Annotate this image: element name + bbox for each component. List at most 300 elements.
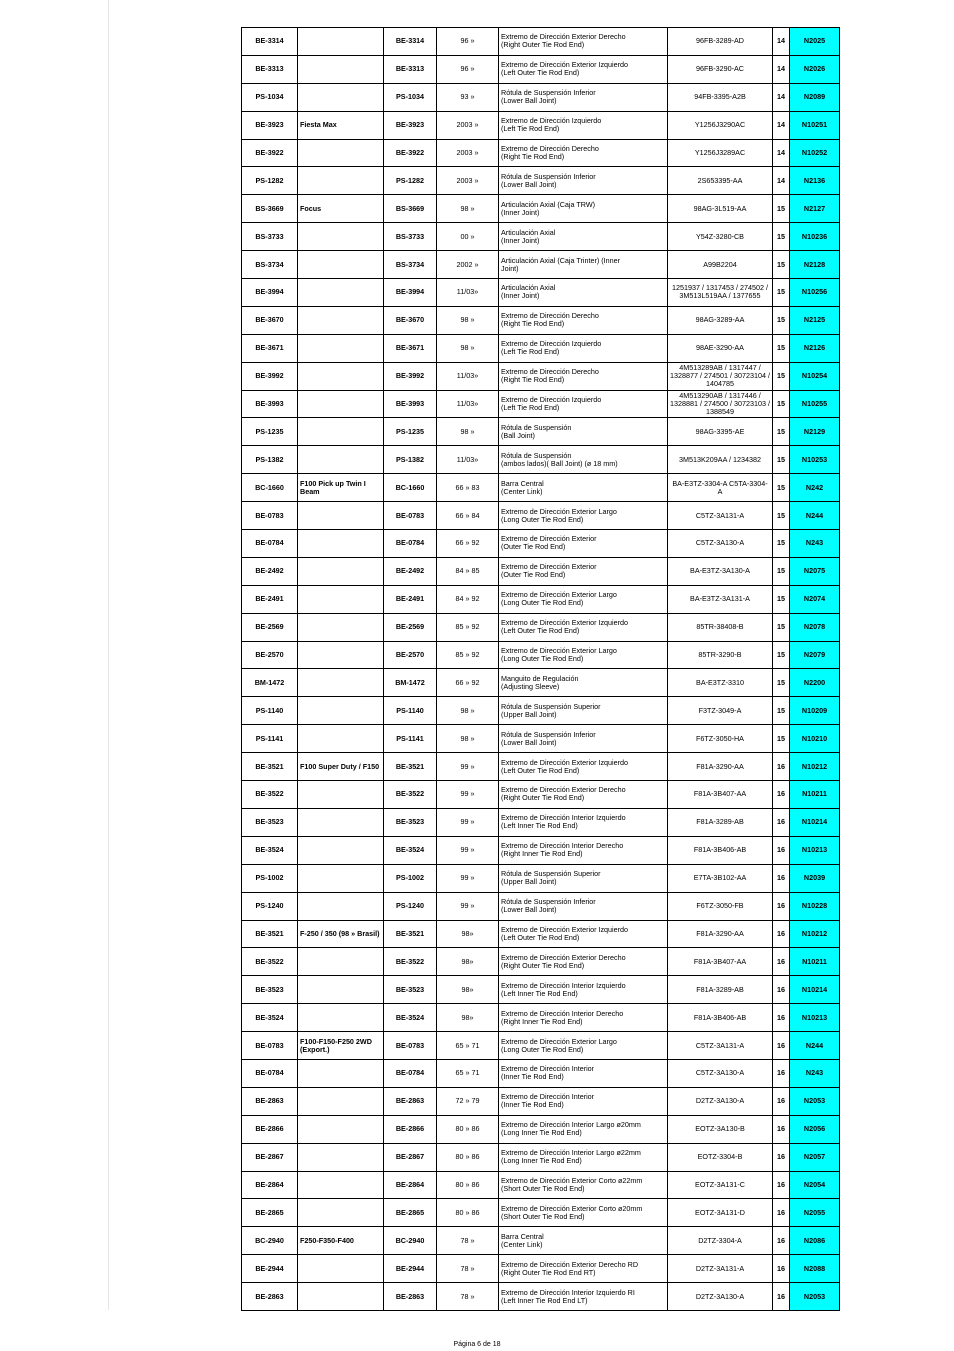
description-en: (Right Inner Tie Rod End) <box>501 1016 583 1026</box>
description-es: Articulación Axial <box>501 227 556 237</box>
vehicle-model <box>298 1115 384 1143</box>
cross-code: BE-2570 <box>384 641 437 669</box>
part-code: BE-3314 <box>242 28 298 56</box>
description <box>499 362 668 390</box>
catalog-page: 16 <box>773 1255 790 1283</box>
description <box>499 669 668 697</box>
years: 98» <box>437 948 499 976</box>
description-en: (Center Link) <box>501 486 543 496</box>
vehicle-model: F250-F350-F400 <box>298 1227 384 1255</box>
part-code: BE-0784 <box>242 1059 298 1087</box>
years: 99 » <box>437 836 499 864</box>
reference-code: N2086 <box>790 1227 840 1255</box>
description <box>499 334 668 362</box>
catalog-page: 14 <box>773 55 790 83</box>
table-row <box>242 697 840 725</box>
description-en: (Short Outer Tie Rod End) <box>501 1183 585 1193</box>
cross-code: BE-2865 <box>384 1199 437 1227</box>
description-es: Articulación Axial (Caja Trinter) (Inner <box>501 255 621 265</box>
years: 11/03» <box>437 362 499 390</box>
description-en: (Inner Tie Rod End) <box>501 1100 564 1110</box>
years: 99 » <box>437 753 499 781</box>
description-es: Extremo de Dirección Derecho <box>501 367 599 377</box>
reference-code: N10254 <box>790 362 840 390</box>
description <box>499 585 668 613</box>
vehicle-model <box>298 502 384 530</box>
oem-number: D2TZ-3A131-A <box>668 1255 773 1283</box>
description <box>499 223 668 251</box>
catalog-page: 15 <box>773 446 790 474</box>
cross-code: BE-3523 <box>384 808 437 836</box>
description <box>499 1004 668 1032</box>
oem-number: 1251937 / 1317453 / 274502 / 3M513L519AA / 1377655 <box>668 279 773 307</box>
reference-code: N244 <box>790 1032 840 1060</box>
cross-code: BS-3734 <box>384 251 437 279</box>
oem-number: D2TZ-3A130-A <box>668 1283 773 1311</box>
description-en: (Upper Ball Joint) <box>501 877 557 887</box>
catalog-page: 16 <box>773 1171 790 1199</box>
years: 85 » 92 <box>437 613 499 641</box>
description <box>499 892 668 920</box>
table-row <box>242 1087 840 1115</box>
table-row <box>242 1032 840 1060</box>
vehicle-model <box>298 892 384 920</box>
reference-code: N10251 <box>790 111 840 139</box>
table-row <box>242 753 840 781</box>
description-es: Extremo de Dirección Exterior Derecho RD <box>501 1259 639 1269</box>
cross-code: PS-1034 <box>384 83 437 111</box>
catalog-page: 16 <box>773 781 790 809</box>
vehicle-model <box>298 1283 384 1311</box>
table-row <box>242 474 840 502</box>
vehicle-model: F100 Super Duty / F150 <box>298 753 384 781</box>
oem-number: C5TZ-3A131-A <box>668 502 773 530</box>
catalog-page: 14 <box>773 83 790 111</box>
reference-code: N2128 <box>790 251 840 279</box>
part-code: BE-3522 <box>242 781 298 809</box>
description-es: Articulación Axial <box>501 283 556 293</box>
reference-code: N2075 <box>790 557 840 585</box>
description-en: (Right Outer Tie Rod End) <box>501 793 585 803</box>
cross-code: BM-1472 <box>384 669 437 697</box>
part-code: PS-1034 <box>242 83 298 111</box>
cross-code: BE-2944 <box>384 1255 437 1283</box>
reference-code: N2074 <box>790 585 840 613</box>
description-en: (Outer Tie Rod End) <box>501 542 566 552</box>
vehicle-model <box>298 1255 384 1283</box>
description <box>499 1171 668 1199</box>
part-code: BE-3521 <box>242 920 298 948</box>
years: 96 » <box>437 28 499 56</box>
cross-code: BE-3521 <box>384 920 437 948</box>
reference-code: N10213 <box>790 1004 840 1032</box>
part-code: BS-3669 <box>242 195 298 223</box>
description-en: (Lower Ball Joint) <box>501 905 557 915</box>
table-row <box>242 418 840 446</box>
table-row <box>242 390 840 418</box>
catalog-page: 16 <box>773 808 790 836</box>
description <box>499 1143 668 1171</box>
oem-number: D2TZ-3A130-A <box>668 1087 773 1115</box>
years: 80 » 86 <box>437 1115 499 1143</box>
description <box>499 28 668 56</box>
cross-code: BE-0784 <box>384 1059 437 1087</box>
description-es: Extremo de Dirección Exterior <box>501 562 597 572</box>
cross-code: PS-1140 <box>384 697 437 725</box>
description <box>499 753 668 781</box>
vehicle-model <box>298 83 384 111</box>
catalog-page: 15 <box>773 418 790 446</box>
years: 72 » 79 <box>437 1087 499 1115</box>
description <box>499 920 668 948</box>
catalog-page: 16 <box>773 1115 790 1143</box>
years: 65 » 71 <box>437 1059 499 1087</box>
description-en: (Left Outer Tie Rod End) <box>501 626 580 636</box>
description-es: Extremo de Dirección Interior Largo ø22mm <box>501 1148 641 1158</box>
part-code: BE-2867 <box>242 1143 298 1171</box>
vehicle-model <box>298 976 384 1004</box>
cross-code: PS-1240 <box>384 892 437 920</box>
reference-code: N10236 <box>790 223 840 251</box>
oem-number: A99B2204 <box>668 251 773 279</box>
description-en: (Right Tie Rod End) <box>501 319 565 329</box>
years: 2003 » <box>437 139 499 167</box>
description <box>499 83 668 111</box>
part-code: BE-3524 <box>242 1004 298 1032</box>
vehicle-model <box>298 1004 384 1032</box>
cross-code: BE-3993 <box>384 390 437 418</box>
part-code: BE-3923 <box>242 111 298 139</box>
cross-code: PS-1141 <box>384 725 437 753</box>
cross-code: BS-3669 <box>384 195 437 223</box>
part-code: BE-3922 <box>242 139 298 167</box>
oem-number: F81A-3289-AB <box>668 976 773 1004</box>
description-es: Extremo de Dirección Exterior Derecho <box>501 32 626 42</box>
part-code: BE-3524 <box>242 836 298 864</box>
catalog-page: 16 <box>773 1227 790 1255</box>
description-en: (Left Outer Tie Rod End) <box>501 932 580 942</box>
table-row <box>242 195 840 223</box>
description <box>499 418 668 446</box>
oem-number: BA-E3TZ-3304-A C5TA-3304-A <box>668 474 773 502</box>
part-code: BE-3994 <box>242 279 298 307</box>
description-es: Rótula de Suspensión Inferior <box>501 88 596 98</box>
catalog-page: 16 <box>773 892 790 920</box>
oem-number: C5TZ-3A130-A <box>668 530 773 558</box>
vehicle-model <box>298 306 384 334</box>
description <box>499 306 668 334</box>
part-code: BE-3523 <box>242 976 298 1004</box>
description-es: Extremo de Dirección Exterior Izquierdo <box>501 60 629 70</box>
oem-number: 2S653395-AA <box>668 167 773 195</box>
table-row <box>242 139 840 167</box>
cross-code: BE-2569 <box>384 613 437 641</box>
description-es: Extremo de Dirección Exterior Corto ø20mm <box>501 1203 643 1213</box>
oem-number: EOTZ-3304-B <box>668 1143 773 1171</box>
description-es: Extremo de Dirección Izquierdo <box>501 339 602 349</box>
years: 98 » <box>437 725 499 753</box>
years: 11/03» <box>437 446 499 474</box>
oem-number: 98AG-3395-AE <box>668 418 773 446</box>
years: 80 » 86 <box>437 1143 499 1171</box>
table-row <box>242 111 840 139</box>
reference-code: N242 <box>790 474 840 502</box>
vehicle-model <box>298 1171 384 1199</box>
cross-code: BE-3994 <box>384 279 437 307</box>
catalog-page: 16 <box>773 948 790 976</box>
reference-code: N2200 <box>790 669 840 697</box>
years: 2003 » <box>437 111 499 139</box>
part-code: BE-0783 <box>242 502 298 530</box>
vehicle-model <box>298 585 384 613</box>
description <box>499 390 668 418</box>
description <box>499 1255 668 1283</box>
reference-code: N2039 <box>790 864 840 892</box>
reference-code: N10228 <box>790 892 840 920</box>
years: 00 » <box>437 223 499 251</box>
description-en: (Long Outer Tie Rod End) <box>501 1044 584 1054</box>
table-row <box>242 613 840 641</box>
oem-number: 96FB-3290-AC <box>668 55 773 83</box>
vehicle-model <box>298 251 384 279</box>
part-code: BE-0784 <box>242 530 298 558</box>
description-es: Extremo de Dirección Exterior Derecho <box>501 952 626 962</box>
oem-number: F81A-3B407-AA <box>668 948 773 976</box>
catalog-page: 16 <box>773 864 790 892</box>
description-es: Manguito de Regulación <box>501 673 579 683</box>
oem-number: Y1256J3290AC <box>668 111 773 139</box>
cross-code: BE-3923 <box>384 111 437 139</box>
catalog-page: 14 <box>773 28 790 56</box>
description <box>499 1227 668 1255</box>
table-row <box>242 1115 840 1143</box>
table-row <box>242 1059 840 1087</box>
cross-code: BE-2863 <box>384 1087 437 1115</box>
vehicle-model: Focus <box>298 195 384 223</box>
cross-code: BE-3522 <box>384 781 437 809</box>
vehicle-model <box>298 808 384 836</box>
vehicle-model <box>298 334 384 362</box>
years: 11/03» <box>437 279 499 307</box>
reference-code: N2125 <box>790 306 840 334</box>
years: 98 » <box>437 334 499 362</box>
vehicle-model <box>298 1143 384 1171</box>
years: 99 » <box>437 808 499 836</box>
description-en: (Left Outer Tie Rod End) <box>501 765 580 775</box>
reference-code: N10212 <box>790 753 840 781</box>
part-code: BE-3670 <box>242 306 298 334</box>
catalog-page: 15 <box>773 725 790 753</box>
oem-number: 98AE-3290-AA <box>668 334 773 362</box>
cross-code: BE-3523 <box>384 976 437 1004</box>
years: 66 » 84 <box>437 502 499 530</box>
description-en: (Right Tie Rod End) <box>501 375 565 385</box>
description-es: Rótula de Suspensión Superior <box>501 701 601 711</box>
table-row <box>242 28 840 56</box>
description-en: (Right Tie Rod End) <box>501 152 565 161</box>
cross-code: BE-2863 <box>384 1283 437 1311</box>
years: 66 » 92 <box>437 669 499 697</box>
description-es: Extremo de Dirección Derecho <box>501 144 599 153</box>
table-row <box>242 641 840 669</box>
cross-code: BE-0783 <box>384 502 437 530</box>
description-en: (Adjusting Sleeve) <box>501 681 560 691</box>
reference-code: N10213 <box>790 836 840 864</box>
vehicle-model <box>298 279 384 307</box>
description-es: Extremo de Dirección Exterior Corto ø22mm <box>501 1175 643 1185</box>
part-code: BE-2864 <box>242 1171 298 1199</box>
part-code: PS-1382 <box>242 446 298 474</box>
oem-number: BA-E3TZ-3A130-A <box>668 557 773 585</box>
description-en: (Lower Ball Joint) <box>501 179 557 189</box>
description-en: (Left Tie Rod End) <box>501 347 560 357</box>
table-row <box>242 585 840 613</box>
oem-number: BA-E3TZ-3310 <box>668 669 773 697</box>
table-row <box>242 808 840 836</box>
part-code: BE-2570 <box>242 641 298 669</box>
oem-number: F6TZ-3050-HA <box>668 725 773 753</box>
vehicle-model: F100-F150-F250 2WD (Export.) <box>298 1032 384 1060</box>
description-en: (Long Outer Tie Rod End) <box>501 514 584 524</box>
description-es: Extremo de Dirección Exterior Izquierdo <box>501 757 629 767</box>
catalog-page: 15 <box>773 697 790 725</box>
years: 80 » 86 <box>437 1171 499 1199</box>
cross-code: BE-3314 <box>384 28 437 56</box>
description-en: (ambos lados)( Ball Joint) (ø 18 mm) <box>501 458 618 468</box>
vehicle-model <box>298 446 384 474</box>
page-footer: Página 6 de 18 <box>453 1341 501 1348</box>
catalog-page: 16 <box>773 836 790 864</box>
reference-code: N243 <box>790 530 840 558</box>
reference-code: N2057 <box>790 1143 840 1171</box>
description <box>499 139 668 167</box>
table-row <box>242 362 840 390</box>
cross-code: PS-1002 <box>384 864 437 892</box>
catalog-page: 16 <box>773 1143 790 1171</box>
catalog-page: 15 <box>773 585 790 613</box>
part-code: BE-3992 <box>242 362 298 390</box>
description-en: (Left Inner Tie Rod End) <box>501 988 578 998</box>
reference-code: N10211 <box>790 948 840 976</box>
description-es: Extremo de Dirección Interior <box>501 1092 595 1102</box>
part-code: BE-2569 <box>242 613 298 641</box>
description-en: (Long Outer Tie Rod End) <box>501 598 584 608</box>
table-row <box>242 1004 840 1032</box>
catalog-page: 15 <box>773 223 790 251</box>
table-row <box>242 306 840 334</box>
table-row <box>242 1255 840 1283</box>
description <box>499 502 668 530</box>
table-row <box>242 334 840 362</box>
description-en: (Ball Joint) <box>501 430 535 440</box>
part-code: BE-2863 <box>242 1087 298 1115</box>
catalog-page: 16 <box>773 1004 790 1032</box>
oem-number: 3M513K209AA / 1234382 <box>668 446 773 474</box>
description-es: Extremo de Dirección Exterior Izquierdo <box>501 618 629 628</box>
catalog-page: 14 <box>773 139 790 167</box>
cross-code: BE-0784 <box>384 530 437 558</box>
table-row <box>242 1283 840 1311</box>
table-row <box>242 530 840 558</box>
table-row <box>242 892 840 920</box>
reference-code: N2055 <box>790 1199 840 1227</box>
vehicle-model <box>298 1199 384 1227</box>
part-code: PS-1141 <box>242 725 298 753</box>
description-en: (Right Outer Tie Rod End) <box>501 960 585 970</box>
part-code: BE-0783 <box>242 1032 298 1060</box>
part-code: BE-2863 <box>242 1283 298 1311</box>
parts-table <box>241 27 840 1311</box>
cross-code: BS-3733 <box>384 223 437 251</box>
description <box>499 808 668 836</box>
oem-number: 4M513290AB / 1317446 / 1328881 / 274500 / 30723103 / 1388549 <box>668 390 773 418</box>
oem-number: Y1256J3289AC <box>668 139 773 167</box>
part-code: PS-1235 <box>242 418 298 446</box>
table-row <box>242 502 840 530</box>
cross-code: BE-2867 <box>384 1143 437 1171</box>
oem-number: EOTZ-3A131-C <box>668 1171 773 1199</box>
cross-code: PS-1382 <box>384 446 437 474</box>
vehicle-model <box>298 223 384 251</box>
description-es: Extremo de Dirección Izquierdo <box>501 116 602 126</box>
oem-number: 94FB-3395-A2B <box>668 83 773 111</box>
reference-code: N2056 <box>790 1115 840 1143</box>
description-es: Rótula de Suspensión Superior <box>501 869 601 879</box>
cross-code: BE-0783 <box>384 1032 437 1060</box>
cross-code: BC-1660 <box>384 474 437 502</box>
part-code: BE-2944 <box>242 1255 298 1283</box>
description-en: (Inner Joint) <box>501 207 540 217</box>
table-row <box>242 976 840 1004</box>
table-row <box>242 669 840 697</box>
description-es: Barra Central <box>501 478 544 488</box>
vehicle-model <box>298 362 384 390</box>
description-es: Rótula de Suspensión <box>501 450 572 460</box>
description-en: (Short Outer Tie Rod End) <box>501 1211 585 1221</box>
part-code: BE-3993 <box>242 390 298 418</box>
cross-code: BE-3992 <box>384 362 437 390</box>
years: 66 » 83 <box>437 474 499 502</box>
table-row <box>242 1171 840 1199</box>
years: 78 » <box>437 1227 499 1255</box>
description-es: Rótula de Suspensión <box>501 422 572 432</box>
catalog-page: 15 <box>773 474 790 502</box>
description-es: Extremo de Dirección Interior Derecho <box>501 841 624 851</box>
table-row <box>242 1199 840 1227</box>
part-code: PS-1282 <box>242 167 298 195</box>
part-code: BC-2940 <box>242 1227 298 1255</box>
vehicle-model <box>298 697 384 725</box>
table-row <box>242 55 840 83</box>
description <box>499 279 668 307</box>
table-row <box>242 167 840 195</box>
description-es: Extremo de Dirección Exterior Largo <box>501 646 617 656</box>
vehicle-model: Fiesta Max <box>298 111 384 139</box>
description <box>499 111 668 139</box>
vehicle-model <box>298 1087 384 1115</box>
catalog-page: 15 <box>773 641 790 669</box>
description-es: Extremo de Dirección Interior Izquierdo RI <box>501 1287 635 1297</box>
description <box>499 557 668 585</box>
oem-number: E7TA-3B102-AA <box>668 864 773 892</box>
oem-number: 85TR-38408-B <box>668 613 773 641</box>
description <box>499 251 668 279</box>
years: 84 » 85 <box>437 557 499 585</box>
description <box>499 781 668 809</box>
oem-number: C5TZ-3A130-A <box>668 1059 773 1087</box>
part-code: BE-3671 <box>242 334 298 362</box>
description-en: (Right Outer Tie Rod End) <box>501 40 585 50</box>
